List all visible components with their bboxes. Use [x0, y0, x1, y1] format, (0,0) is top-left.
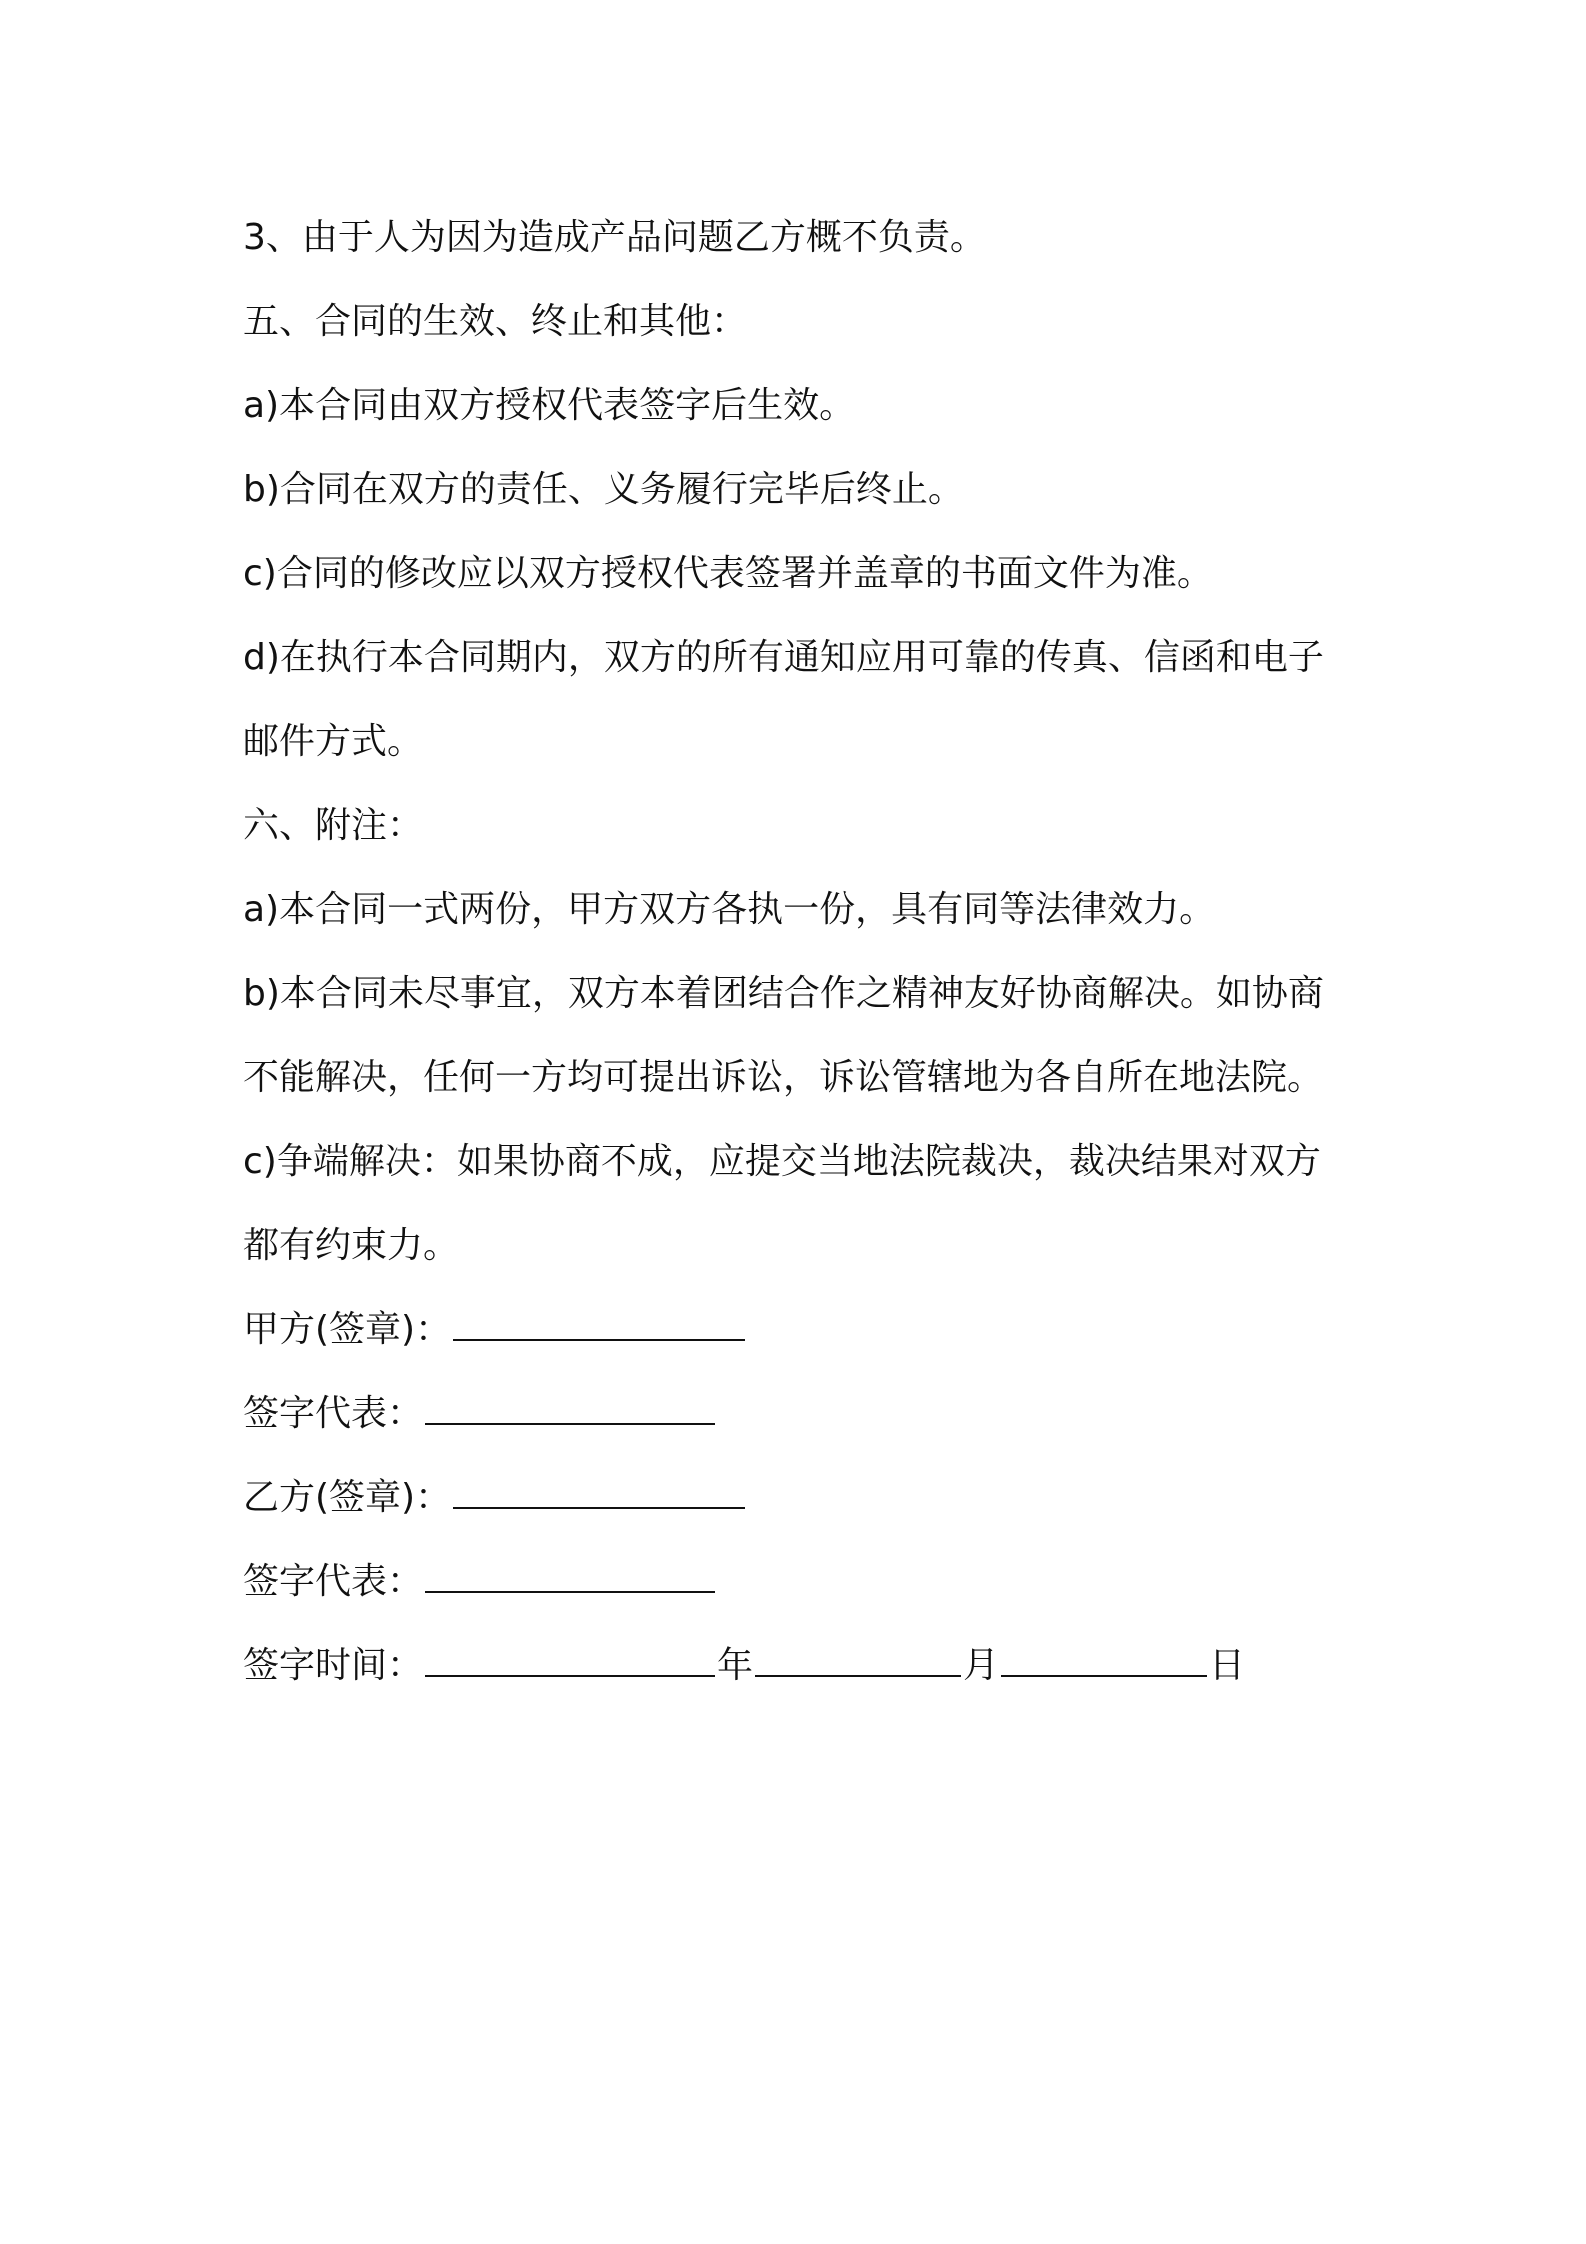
- day-label: 日: [1209, 1645, 1246, 1686]
- section-5-heading: 五、合同的生效、终止和其他：: [243, 301, 748, 342]
- month-label: 月: [963, 1645, 1000, 1686]
- clause-6c-line-1: c)争端解决：如果协商不成，应提交当地法院裁决，裁决结果对双方: [243, 1141, 1321, 1182]
- rep-a-label: 签字代表：: [243, 1393, 424, 1434]
- signing-date-row: [243, 1624, 1373, 1708]
- clause-6c-line-2: 都有约束力。: [243, 1225, 460, 1266]
- year-blank[interactable]: [425, 1645, 715, 1677]
- month-blank[interactable]: [755, 1645, 961, 1677]
- party-b-signature-blank[interactable]: [453, 1477, 745, 1509]
- contract-body: [243, 196, 1373, 1708]
- year-label: 年: [717, 1645, 754, 1686]
- rep-b-label: 签字代表：: [243, 1561, 424, 1602]
- rep-a-signature-row: [243, 1372, 1373, 1456]
- clause-6b-line-1: b)本合同未尽事宜，双方本着团结合作之精神友好协商解决。如协商: [243, 973, 1324, 1014]
- clause-5d-line-2: 邮件方式。: [243, 721, 424, 762]
- day-blank[interactable]: [1001, 1645, 1207, 1677]
- party-b-label: 乙方(签章)：: [243, 1477, 452, 1518]
- rep-b-signature-blank[interactable]: [425, 1561, 715, 1593]
- rep-b-signature-row: [243, 1540, 1373, 1624]
- clause-6b-line-2: 不能解决，任何一方均可提出诉讼，诉讼管辖地为各自所在地法院。: [243, 1057, 1324, 1098]
- party-a-label: 甲方(签章)：: [243, 1309, 452, 1350]
- rep-a-signature-blank[interactable]: [425, 1393, 715, 1425]
- date-label: 签字时间：: [243, 1645, 424, 1686]
- clause-5d-line-1: d)在执行本合同期内，双方的所有通知应用可靠的传真、信函和电子: [243, 637, 1324, 678]
- party-a-signature-row: [243, 1288, 1373, 1372]
- clause-5b: b)合同在双方的责任、义务履行完毕后终止。: [243, 469, 964, 510]
- clause-3-liability: 3、由于人为因为造成产品问题乙方概不负责。: [243, 217, 986, 258]
- party-a-signature-blank[interactable]: [453, 1309, 745, 1341]
- clause-6a: a)本合同一式两份，甲方双方各执一份，具有同等法律效力。: [243, 889, 1216, 930]
- section-6-heading: 六、附注：: [243, 805, 424, 846]
- clause-5a: a)本合同由双方授权代表签字后生效。: [243, 385, 856, 426]
- party-b-signature-row: [243, 1456, 1373, 1540]
- clause-5c: c)合同的修改应以双方授权代表签署并盖章的书面文件为准。: [243, 553, 1213, 594]
